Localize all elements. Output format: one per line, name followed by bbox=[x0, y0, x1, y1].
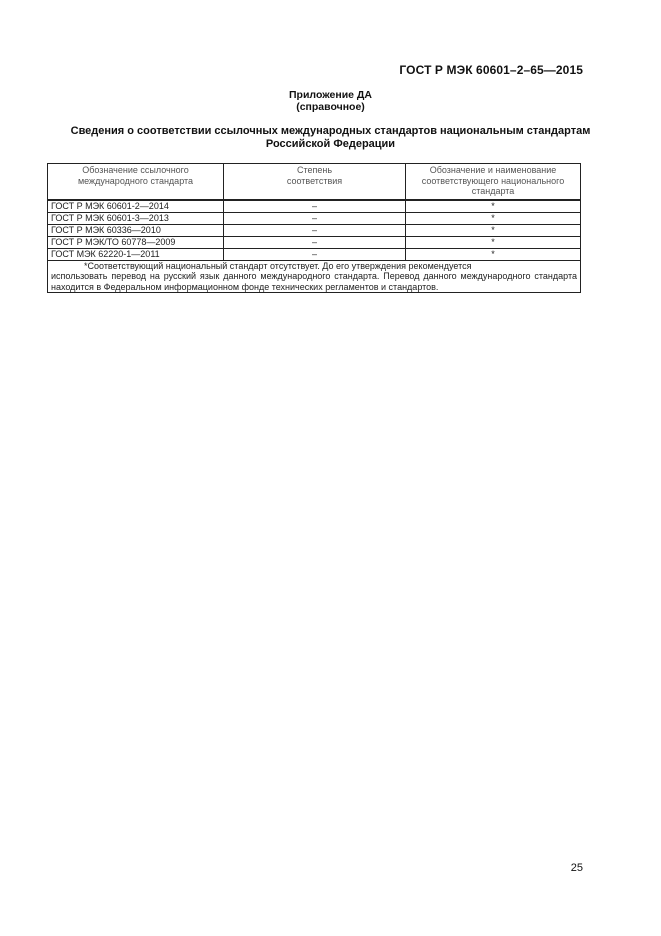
header-text: Обозначение и наименование bbox=[429, 165, 557, 175]
cell-degree: – bbox=[224, 236, 406, 248]
header-text: Обозначение ссылочного bbox=[82, 165, 189, 175]
annex-title: Приложение ДА bbox=[289, 89, 372, 101]
table-row bbox=[48, 200, 581, 213]
section-title bbox=[40, 125, 621, 151]
footnote-row bbox=[48, 260, 581, 293]
cell-degree: – bbox=[224, 224, 406, 236]
document-code: ГОСТ Р МЭК 60601–2–65—2015 bbox=[399, 63, 583, 77]
annex-subtitle: (справочное) bbox=[296, 101, 365, 113]
cell-ref: ГОСТ МЭК 62220-1—2011 bbox=[48, 248, 224, 260]
header-text: Степень bbox=[296, 165, 333, 175]
cell-national: * bbox=[406, 224, 581, 236]
table-header-row bbox=[48, 164, 581, 200]
section-title-line2: Российской Федерации bbox=[265, 138, 396, 150]
cell-degree: – bbox=[224, 248, 406, 260]
table-footnote bbox=[48, 260, 581, 293]
table-row bbox=[48, 224, 581, 236]
header-ref-standard bbox=[48, 164, 224, 200]
cell-ref: ГОСТ Р МЭК 60336—2010 bbox=[48, 224, 224, 236]
table-row bbox=[48, 212, 581, 224]
header-text: стандарта bbox=[471, 186, 515, 196]
table-row bbox=[48, 236, 581, 248]
page-number: 25 bbox=[570, 862, 583, 874]
cell-degree: – bbox=[224, 212, 406, 224]
cell-national: * bbox=[406, 212, 581, 224]
cell-ref: ГОСТ Р МЭК 60601-2—2014 bbox=[48, 200, 224, 213]
cell-national: * bbox=[406, 248, 581, 260]
cell-national: * bbox=[406, 236, 581, 248]
footnote-line2: использовать перевод на русский язык данного международного стандарта. Перевод данного международного стандарта находится в Федеральном информационном фонде технических регламентов и стандартов. bbox=[51, 271, 577, 292]
header-text: соответствующего национального bbox=[421, 175, 565, 186]
annex-heading bbox=[0, 89, 661, 113]
footnote-line1: *Соответствующий национальный стандарт отсутствует. До его утверждения рекомендуется bbox=[84, 260, 472, 271]
section-title-line1: Сведения о соответствии ссылочных международных стандартов национальным стандартам bbox=[70, 125, 591, 137]
header-degree bbox=[224, 164, 406, 200]
table-row bbox=[48, 248, 581, 260]
cell-degree: – bbox=[224, 200, 406, 213]
cell-ref: ГОСТ Р МЭК 60601-3—2013 bbox=[48, 212, 224, 224]
header-text: международного стандарта bbox=[77, 175, 194, 186]
reference-standards-table bbox=[47, 163, 581, 293]
header-text: соответствия bbox=[286, 175, 343, 186]
cell-national: * bbox=[406, 200, 581, 213]
cell-ref: ГОСТ Р МЭК/ТО 60778—2009 bbox=[48, 236, 224, 248]
header-national-standard bbox=[406, 164, 581, 200]
